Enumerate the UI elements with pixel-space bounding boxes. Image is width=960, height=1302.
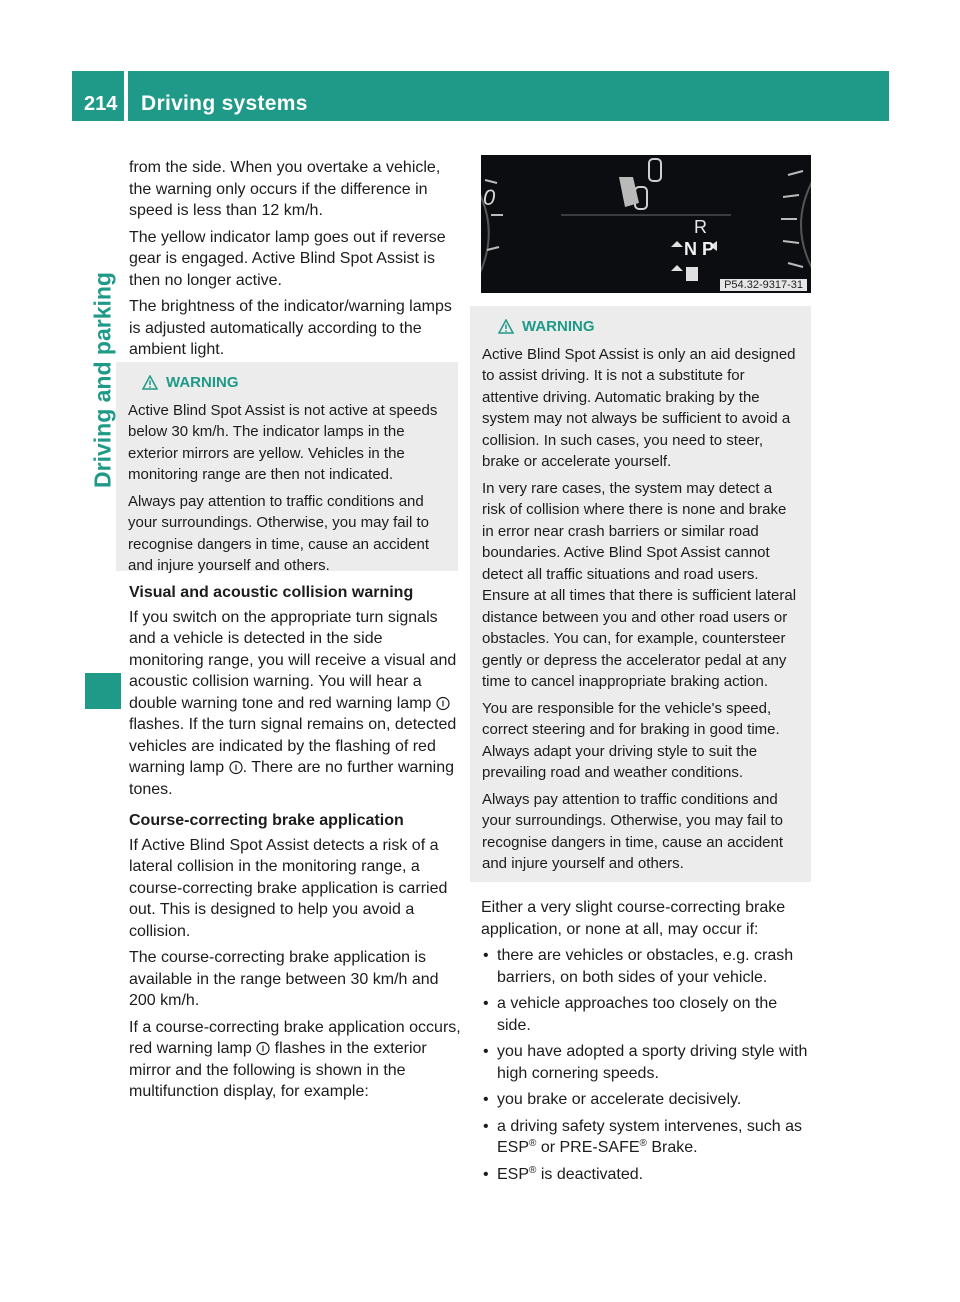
subheading: Visual and acoustic collision warning	[129, 584, 414, 601]
text-run: flashes. If the turn signal remains on, detected vehicles are indicated by the flashing of red warning lamp	[129, 716, 457, 776]
warning-header	[128, 372, 446, 394]
header-divider	[124, 71, 128, 121]
lamp-1-callout-icon	[229, 760, 243, 775]
left-column	[129, 157, 461, 366]
text-run: If a course-correcting brake application occurs, red warning lamp	[129, 1018, 461, 1057]
paragraph: If Active Blind Spot Assist detects a risk of a lateral collision in the monitoring range, a course-correcting brake application is carried out. This is designed to help you avoid a collision.	[129, 836, 448, 940]
multifunction-display-figure	[481, 155, 811, 293]
list-item	[481, 1116, 814, 1159]
gauge-digit: 0	[483, 185, 496, 210]
warning-text: Active Blind Spot Assist is only an aid designed to assist driving. It is not a substitute for attentive driving. Automatic braking by the system may not always be sufficient to avoid a collision. In such cases, you need to steer, brake or accelerate yourself.	[482, 345, 796, 470]
list-item	[481, 1164, 814, 1186]
warning-text: Active Blind Spot Assist is not active at speeds below 30 km/h. The indicator lamps in the exterior mirrors are yellow. Vehicles in the monitoring range are then not indicated.	[128, 401, 438, 483]
text-run: a driving safety system intervenes, such as ESP	[497, 1117, 803, 1156]
list-item: • a vehicle approaches too closely on the side.	[481, 993, 814, 1036]
warning-box	[116, 362, 458, 574]
page-number: 214	[84, 93, 118, 115]
right-column-lower	[481, 897, 814, 1190]
list-item: • you brake or accelerate decisively.	[481, 1089, 814, 1111]
text-run: ESP	[497, 1165, 530, 1183]
warning-triangle-icon	[142, 375, 158, 390]
warning-label: WARNING	[166, 374, 239, 391]
paragraph: from the side. When you overtake a vehicle, the warning only occurs if the difference in speed is less than 12 km/h.	[129, 159, 441, 219]
warning-label: WARNING	[522, 318, 595, 335]
left-column-lower	[129, 582, 461, 1108]
text-run: . There are no further warning tones.	[129, 759, 454, 798]
warning-triangle-icon	[498, 319, 514, 334]
text-run: or PRE-SAFE	[536, 1139, 640, 1156]
warning-text: Always pay attention to traffic conditions and your surroundings. Otherwise, you may fail to recognise dangers in time, cause an accident and injure yourself and others.	[482, 790, 784, 872]
section-title: Driving systems	[141, 92, 308, 115]
text-run: If you switch on the appropriate turn signals and a vehicle is detected in the side monitoring range, you will receive a visual and acoustic collision warning. You will hear a double warning tone and red warning lamp	[129, 608, 457, 712]
warning-header	[482, 316, 799, 338]
paragraph: The brightness of the indicator/warning lamps is adjusted automatically according to the ambient light.	[129, 298, 452, 358]
gear-np: N P	[684, 239, 715, 259]
display-illustration	[481, 155, 811, 293]
registered-mark: ®	[639, 1138, 647, 1149]
lamp-1-callout-icon	[436, 696, 450, 711]
paragraph: The yellow indicator lamp goes out if reverse gear is engaged. Active Blind Spot Assist is then no longer active.	[129, 228, 446, 289]
subheading: Course-correcting brake application	[129, 812, 404, 829]
lamp-1-callout-icon	[256, 1041, 270, 1056]
registered-mark: ®	[529, 1138, 537, 1149]
warning-text: You are responsible for the vehicle's speed, correct steering and for braking in good time. Always adapt your driving style to suit the prevailing road and weather conditions.	[482, 699, 780, 781]
paragraph	[129, 607, 461, 801]
warning-text: In very rare cases, the system may detect a risk of collision where there is none and brake in error near crash barriers or similar road boundaries. Active Blind Spot Assist cannot detect all traffic situations and road users. Ensure at all times that there is sufficient lateral distance between you and other road users or obstacles. You can, for example, countersteer gently or depress the accelerator pedal at any time to cancel inappropriate braking action.	[482, 479, 797, 690]
conditions-list	[481, 945, 814, 1185]
text-run: is deactivated.	[536, 1165, 644, 1183]
paragraph	[129, 1017, 461, 1103]
text-run: Brake.	[646, 1139, 698, 1156]
paragraph: Either a very slight course-correcting brake application, or none at all, may occur if:	[481, 899, 786, 938]
figure-code: P54.32-9317-31	[720, 279, 807, 291]
warning-text: Always pay attention to traffic conditions and your surroundings. Otherwise, you may fail to recognise dangers in time, cause an accident and injure yourself and others.	[128, 492, 430, 574]
chapter-label: Driving and parking	[89, 272, 116, 488]
chapter-marker	[85, 673, 121, 709]
list-item: • you have adopted a sporty driving style with high cornering speeds.	[481, 1041, 814, 1084]
text-run: flashes in the exterior mirror and the following is shown in the multifunction display, for example:	[129, 1040, 427, 1100]
registered-mark: ®	[529, 1164, 537, 1176]
list-item: • there are vehicles or obstacles, e.g. crash barriers, on both sides of your vehicle.	[481, 945, 814, 988]
paragraph: The course-correcting brake application is available in the range between 30 km/h and 200 km/h.	[129, 949, 439, 1009]
warning-box	[470, 306, 811, 882]
gear-r: R	[694, 217, 707, 237]
